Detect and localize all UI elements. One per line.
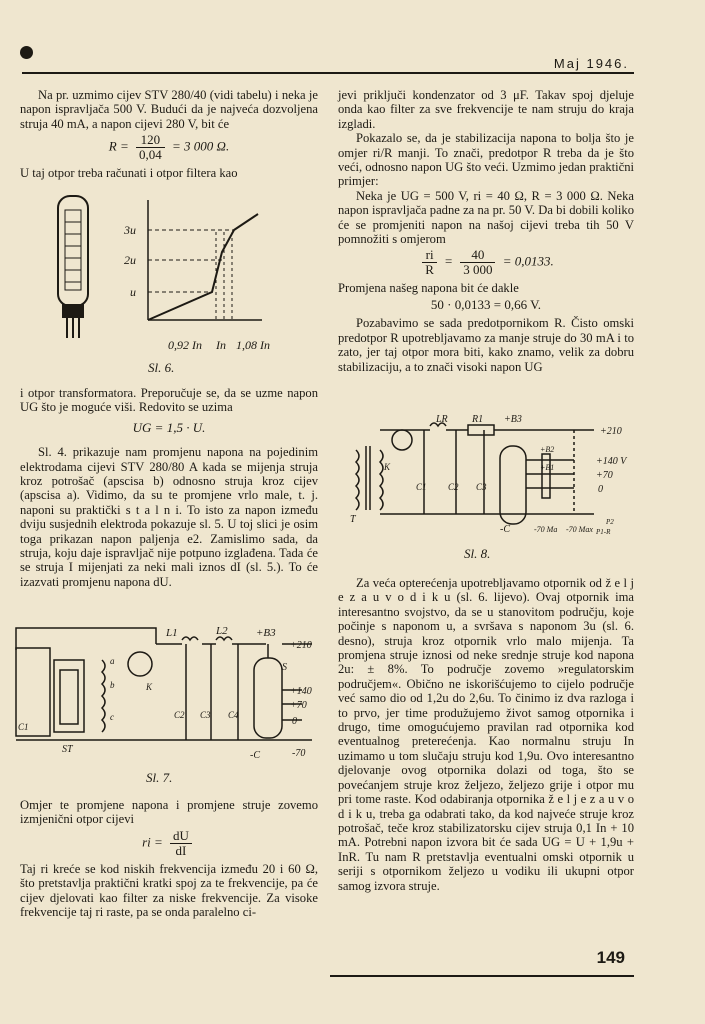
header-bullet (20, 46, 33, 59)
label-st: ST (62, 744, 73, 755)
fig8-caption: Sl. 8. (464, 546, 491, 561)
tube-drawing (58, 196, 88, 338)
right-paragraph-3: Neka je UG = 500 V, ri = 40 Ω, R = 3 000 Ω. Neka napon ispravljača padne za na pr. 50 V. Da bi dobili koliko će se promjeniti napon na našoj cijevi treba tih 50 V pomnožiti s omjerom (338, 188, 634, 247)
left-formula-3 (20, 829, 318, 858)
fraction-numerator: dU (170, 829, 192, 844)
right-paragraph-5: Pozabavimo se sada predotpornikom R. Čisto omski predotpor R upotrebljavamo za manje struje do 30 mA i to zato, jer taj otpor mora biti, kako znamo, velik za dobru stabilizaciju, a to znači visoki napon UG (338, 316, 634, 374)
left-column-continued (20, 386, 318, 589)
figure-8 (344, 410, 634, 542)
label-l1: L1 (166, 627, 178, 639)
label-minus-70: -70 (292, 748, 306, 759)
fraction-denominator: 0,04 (139, 147, 162, 163)
label-k: K (146, 682, 153, 692)
label-c2: C2 (174, 710, 185, 720)
right-column-bottom (338, 576, 634, 893)
fraction-numerator: 40 (460, 248, 495, 263)
label-210: +210 (600, 426, 622, 437)
right-paragraph-6: Za veća opterećenja upotrebljavamo otpornik od ž e l j e z a u v o d i k u (sl. 6. lijevo). Ovaj otpornik ima interesantno svojstvo, da se u stanovitom području, koje počinje s naponom u, a svršava s naponom 3u (sl. 6. desno), struja kroz otpornik vrlo malo mijenja. Ta promjena struje iznosi od neke srednje struje kod napona 2u: ± 8%. To područje zovemo »regulatorskim područjem«. Obično ne iskorišćujemo to cijelo područje već samo dio od 1,2u do 2,6u. To činimo iz dva razloga i to prvo, jer time produžujemo život samog otpornika i drugo, time omogućujemo pravilan rad otpornika kod eventualnog preterećenja. Kao normalnu struju In uzimamo u tom slučaju struju kod 1,9u. Ovo interesantno djelovanje ovog otpornika dolazi od toga, što se povećanjem struje kroz željezo, željezo grije i otpor mu pri tome raste. Kod odabiranja otpornika ž e l j e z a u v o d i k u, treba ga odabrati tako, da kod najveće struje kroz potrošač, teče kroz stabilizatorsku cijev struja 0,1 In + 10 mA. Potrebni napon izvora bit će sada UG = U + 1,9u + InR. Tu nam R pretstavlja eventualni omski otpornik u seriji s otpornikom željezo u vodiku ili ukupni otpor samog izvora struje. (338, 576, 634, 893)
label-210: +210 (290, 640, 312, 651)
right-paragraph-1: jevi priključi kondenzator od 3 μF. Takav spoj djeluje onda kao filter za sve frekvencije te nam struju do kraja izgladi. (338, 88, 634, 131)
left-formula-1 (20, 133, 318, 162)
formula-rhs: = 3 000 Ω. (172, 138, 230, 154)
label-lr: LR (436, 414, 448, 425)
formula-fraction (136, 133, 165, 162)
left-formula-2: UG = 1,5 · U. (132, 419, 206, 435)
formula-lhs: R = (108, 138, 129, 154)
label-0: 0 (292, 716, 297, 727)
right-paragraph-4: Promjena našeg napona bit će dakle (338, 281, 519, 296)
right-formula-2: 50 · 0,0133 = 0,66 V. (430, 296, 542, 312)
right-formula-1: $\frac{ri}{R}$ = $\frac{40}{3 000}$ = 0,0133. (338, 248, 634, 277)
fraction-denominator: dI (175, 842, 187, 858)
formula-rhs: = 0,0133. (502, 253, 554, 269)
label-b1: +B1 (540, 463, 555, 472)
left-paragraph-5: Omjer te promjene napona i promjene struje zovemo izmjenični otpor cijevi (20, 798, 318, 827)
label-minus70-ma: -70 Ma (534, 525, 558, 534)
label-k: K (384, 462, 391, 472)
left-paragraph-6: Taj ri kreće se kod niskih frekvencija između 20 i 60 Ω, što pretstavlja praktični kratki spoj za te frekvencije, pa će cijev djelovati kao filter za niske frekvencije. Za visoke frekvencije taj ri raste, pa se onda paralelno ci- (20, 861, 318, 920)
label-minus-c: -C (500, 524, 510, 535)
page-number: 149 (596, 948, 625, 967)
fraction-denominator: 3 000 (463, 262, 493, 278)
left-paragraph-4: Sl. 4. prikazuje nam promjenu napona na pojedinim elektrodama cijevi STV 280/80 A kada se mijenja struja kroz potrošač (apscisa b) odnosno struja kroz cijev (apscisa a). Vidimo, da su te promjene vrlo male, t. j. naponi su praktički s t a l n i. To isto za napon između dviju susjednih elektroda pokazuje sl. 5. U toj slici je osim toga prikazan napon paljenja e2. Zamislimo sada, da struja, koju daje ispravljač nije potpuno izglađena. Tada će se struja I mijenjati za neki mali iznos dI (sl. 5.). To će izazvati promjenu napona dU. (20, 445, 318, 589)
characteristic-graph (123, 200, 262, 320)
figure-6 (40, 192, 300, 340)
label-0: 0 (598, 484, 603, 495)
y-label-2u: 2u (124, 253, 136, 267)
label-p2: P2 (606, 518, 614, 526)
label-140v: +140 V (596, 456, 627, 467)
fraction-numerator: 120 (136, 133, 165, 148)
label-140: +140 (290, 686, 312, 697)
left-column (20, 88, 318, 181)
label-c2: C2 (448, 482, 459, 492)
header-date: Maj 1946. (553, 56, 629, 71)
y-label-3u: 3u (124, 223, 136, 237)
formula-lhs: ri = (142, 834, 163, 850)
label-c4: C4 (228, 710, 239, 720)
label-p1-r: P1-R (596, 528, 611, 536)
right-paragraph-2: Pokazalo se, da je stabilizacija napona to bolja što je omjer ri/R manji. To znači, predotpor R treba da je što veći, odnosno napon UG što veći. Uzmimo jedan praktični primjer: (338, 131, 634, 189)
label-c3: C3 (200, 710, 211, 720)
fraction-numerator: ri (422, 248, 437, 263)
y-label-u: u (130, 285, 136, 299)
label-c1: C1 (18, 722, 29, 732)
fraction-denominator: R (425, 262, 434, 278)
label-c3: C3 (476, 482, 487, 492)
label-r1: R1 (472, 414, 484, 425)
fig6-x-label-1: 0,92 In (168, 338, 202, 352)
label-minus70-max: -70 Max (566, 525, 593, 534)
left-paragraph-1: Na pr. uzmimo cijev STV 280/40 (vidi tabelu) i neka je napon ispravljača 500 V. Budući da je najveća dozvoljena struja 40 mA, a napon cijevi 280 V, bit će (20, 88, 318, 131)
left-paragraph-3: i otpor transformatora. Preporučuje se, da se uzme napon UG što je moguće viši. Redovito se uzima (20, 386, 318, 415)
formula-fraction-2 (460, 248, 495, 277)
label-70: +70 (290, 700, 307, 711)
label-70: +70 (596, 470, 613, 481)
label-b3: +B3 (256, 627, 276, 639)
label-s: S (282, 662, 287, 673)
label-b: b (110, 680, 115, 690)
figure-7 (6, 620, 320, 762)
left-paragraph-2: U taj otpor treba računati i otpor filtera kao (20, 166, 238, 181)
label-c1: C1 (416, 482, 427, 492)
fig7-caption: Sl. 7. (146, 770, 173, 785)
label-l2: L2 (216, 625, 228, 637)
fig6-x-label-3: 1,08 In (236, 338, 270, 352)
header-rule (22, 72, 634, 74)
formula-fraction-1 (422, 248, 437, 277)
footer-rule (330, 975, 634, 977)
left-column-bottom (20, 798, 318, 919)
label-b3: +B3 (504, 414, 522, 425)
fig6-x-label-2: In (216, 338, 226, 352)
fig6-caption: Sl. 6. (148, 360, 175, 375)
right-column (338, 88, 634, 374)
label-a: a (110, 656, 115, 666)
label-t: T (350, 514, 356, 525)
formula-fraction (170, 829, 192, 858)
label-minus-c: -C (250, 750, 260, 761)
label-c: c (110, 712, 114, 722)
label-b2: +B2 (540, 445, 555, 454)
